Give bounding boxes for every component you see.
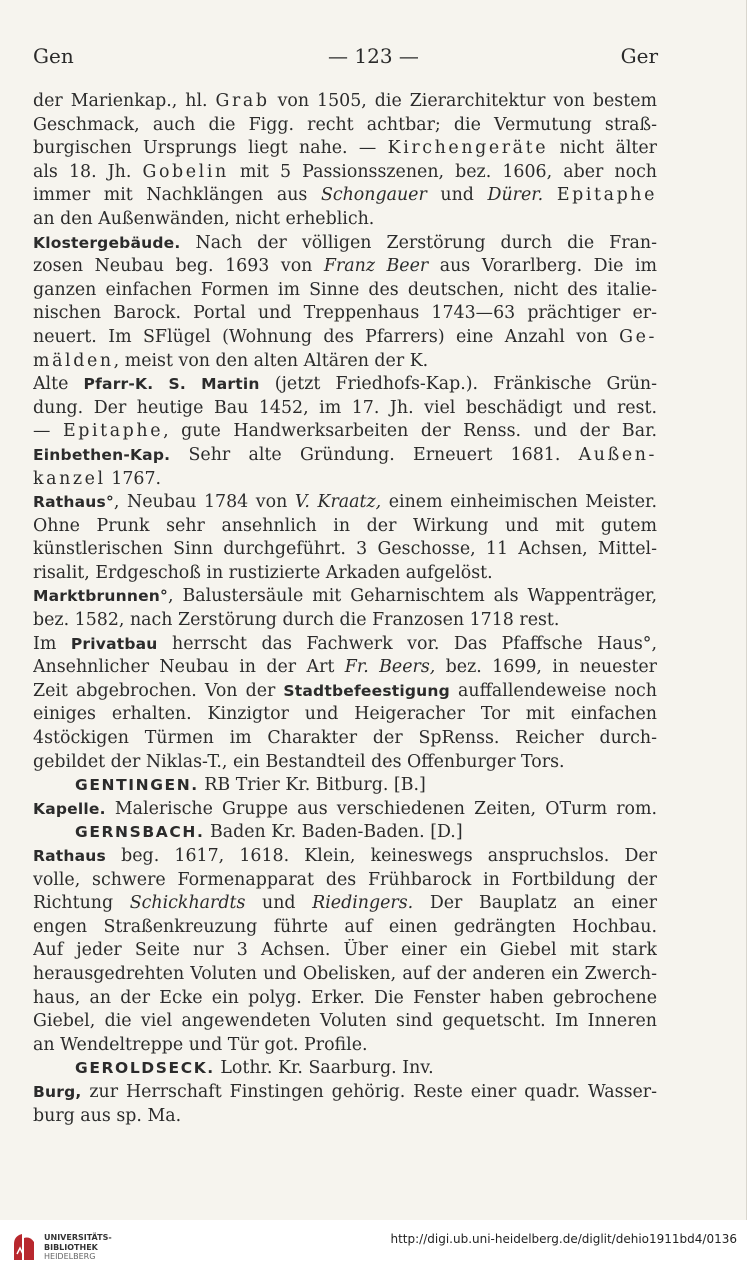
text-run: Der Bauplatz an einer	[413, 893, 657, 914]
spaced-run: Grab	[215, 91, 270, 111]
page-footer	[0, 1220, 747, 1276]
bold-run: Rathaus	[33, 847, 106, 865]
text-line	[33, 774, 657, 798]
text-line	[33, 633, 657, 657]
place-heading: GENTINGEN.	[75, 776, 199, 795]
text-run: 1767.	[105, 468, 162, 489]
text-run: und	[245, 893, 313, 914]
bold-run: Burg,	[33, 1082, 82, 1101]
bold-run: Stadtbefeestigung	[283, 681, 450, 700]
text-line	[33, 821, 657, 845]
text-line	[33, 916, 657, 940]
text-line	[33, 468, 657, 492]
text-run: an den Außenwänden, nicht erheblich.	[33, 208, 375, 229]
text-run: nischen Barock. Portal und Treppenhaus 1743—63 prächtiger er-	[33, 303, 657, 324]
library-line-3: HEIDELBERG	[44, 1252, 96, 1261]
text-run: risalit, Erdgeschoß in rustizierte Arkaden aufgelöst.	[33, 562, 493, 583]
text-line	[33, 491, 657, 515]
text-run: als 18. Jh.	[33, 161, 143, 182]
italic-run: V. Kraatz,	[294, 492, 382, 513]
italic-run: Franz Beer	[323, 256, 429, 277]
text-line	[33, 397, 657, 421]
text-run: ganzen einfachen Formen im Sinne des deutschen, nicht des italie-	[33, 279, 657, 300]
text-line	[33, 373, 657, 397]
source-url-link[interactable]: http://digi.ub.uni-heidelberg.de/diglit/dehio1911bd4/0136	[390, 1232, 737, 1246]
text-run: bez. 1699, in neuester	[435, 657, 657, 678]
text-run: Giebel, die viel angewendeten Voluten sind gequetscht. Im Inneren	[33, 1011, 657, 1032]
text-run: —	[33, 421, 63, 442]
text-run: Lothr. Kr. Saarburg. Inv.	[214, 1058, 434, 1079]
text-line	[33, 255, 657, 279]
text-run: Im	[33, 633, 71, 654]
text-run: und	[426, 185, 488, 206]
text-run: 4stöckigen Türmen im Charakter der SpRenss. Reicher durch-	[33, 728, 657, 749]
text-line	[33, 562, 657, 586]
text-line	[33, 444, 657, 468]
text-run: herausgedrehten Voluten und Obelisken, auf der anderen ein Zwerch-	[33, 963, 657, 984]
place-heading: GERNSBACH.	[75, 823, 205, 842]
text-line	[33, 1034, 657, 1058]
text-run: gebildet der Niklas-T., ein Bestandteil des Offenburger Tors.	[33, 751, 565, 772]
text-line	[33, 515, 657, 539]
text-line	[33, 798, 657, 822]
text-line	[33, 1057, 657, 1081]
text-line	[33, 538, 657, 562]
text-run: volle, schwere Formenapparat des Frühbarock in Fortbildung der	[33, 869, 657, 890]
text-run: burg aus sp. Ma.	[33, 1105, 182, 1126]
text-run: Baden Kr. Baden-Baden. [D.]	[204, 822, 463, 843]
text-line	[33, 869, 657, 893]
place-heading: GEROLDSECK.	[75, 1059, 215, 1078]
bold-run: Einbethen-Kap.	[33, 445, 171, 464]
text-run: Alte	[33, 374, 84, 395]
italic-run: Schickhardts	[129, 893, 246, 914]
text-line	[33, 727, 657, 751]
text-line	[33, 1105, 657, 1129]
text-run: RB Trier Kr. Bitburg. [B.]	[198, 775, 426, 796]
italic-run: Dürer.	[487, 185, 544, 206]
text-run: künstlerischen Sinn durchgeführt. 3 Geschosse, 11 Achsen, Mittel-	[33, 539, 657, 560]
spaced-run: Ge-	[619, 326, 657, 347]
italic-run: Riedingers.	[312, 893, 414, 914]
text-run: , gute Handwerksarbeiten der Renss. und der Bar.	[163, 421, 657, 442]
text-run: Geschmack, auch die Figg. recht achtbar; die Vermutung straß-	[33, 114, 657, 135]
text-line	[33, 680, 657, 704]
text-line	[33, 703, 657, 727]
running-head-left: Gen	[33, 44, 74, 68]
text-run: Sehr alte Gründung. Erneuert 1681.	[170, 444, 579, 465]
text-run: bez. 1582, nach Zerstörung durch die Franzosen 1718 rest.	[33, 610, 560, 631]
text-run: engen Straßenkreuzung führte auf einen gedrängten Hochbau.	[33, 916, 657, 937]
text-run: beg. 1617, 1618. Klein, keineswegs anspruchslos. Der	[105, 846, 657, 866]
text-run: mit 5 Passionsszenen, bez. 1606, aber noch	[228, 161, 657, 182]
text-line	[33, 137, 657, 161]
library-logo-icon	[8, 1230, 42, 1264]
text-line	[33, 279, 657, 303]
spaced-run: mälden	[33, 350, 114, 371]
library-line-1: UNIVERSITÄTS-	[44, 1233, 112, 1242]
text-run: , Balustersäule mit Geharnischtem als Wappenträger,	[168, 586, 657, 607]
text-line	[33, 1081, 657, 1105]
text-run: Nach der völligen Zerstörung durch die Fran-	[180, 232, 657, 253]
text-run: zur Herrschaft Finstingen gehörig. Reste einer quadr. Wasser-	[81, 1081, 657, 1102]
text-run: immer mit Nachklängen aus	[33, 185, 321, 206]
text-line	[33, 90, 657, 114]
text-run: (jetzt Friedhofs-Kap.). Fränkische Grün-	[259, 374, 657, 395]
text-run: von 1505, die Zierarchitektur von bestem	[269, 91, 657, 111]
text-line	[33, 232, 657, 256]
spaced-run: Gobelin	[142, 161, 229, 182]
text-run	[543, 185, 557, 205]
text-line	[33, 987, 657, 1011]
text-run: , Neubau 1784 von	[113, 492, 295, 513]
text-run: einem einheimischen Meister.	[381, 492, 657, 513]
text-line	[33, 350, 657, 374]
text-run: einiges erhalten. Kinzigtor und Heigeracher Tor mit einfachen	[33, 704, 657, 725]
spaced-run: Epitaphe	[62, 421, 164, 442]
italic-run: Fr. Beers,	[344, 657, 436, 678]
bold-run: Privatbau	[70, 634, 158, 653]
bold-run: Pfarr-K. S. Martin	[83, 375, 260, 394]
text-line	[33, 184, 657, 208]
text-run: herrscht das Fachwerk vor. Das Pfaffsche Haus°,	[157, 633, 657, 654]
body-text	[33, 90, 657, 1128]
text-run: burgischen Ursprungs liegt nahe. —	[33, 138, 388, 159]
bold-run: Kapelle.	[33, 799, 106, 818]
text-run: Ansehnlicher Neubau in der Art	[33, 657, 345, 678]
bold-run: Klostergebäude.	[33, 233, 181, 252]
text-run: , meist von den alten Altären der K.	[113, 350, 429, 371]
text-line	[33, 1010, 657, 1034]
text-run: zosen Neubau beg. 1693 von	[33, 256, 324, 277]
italic-run: Schongauer	[320, 185, 427, 206]
text-line	[33, 892, 657, 916]
library-line-2: BIBLIOTHEK	[44, 1242, 98, 1252]
text-line	[33, 656, 657, 680]
text-run: Ohne Prunk sehr ansehnlich in der Wirkung und mit gutem	[33, 515, 657, 536]
text-line	[33, 114, 657, 138]
spaced-run: Epitaphe	[556, 185, 657, 206]
text-run: aus Vorarlberg. Die im	[428, 256, 657, 277]
page-number: — 123 —	[328, 44, 419, 68]
text-run: dung. Der heutige Bau 1452, im 17. Jh. viel beschädigt und rest.	[33, 397, 657, 418]
text-run: Zeit abgebrochen. Von der	[33, 680, 284, 701]
text-run: der Marienkap., hl.	[33, 91, 216, 111]
bold-run: Rathaus°	[33, 493, 114, 512]
text-run: Malerische Gruppe aus verschiedenen Zeiten, OTurm rom.	[105, 798, 657, 819]
text-run: nicht älter	[548, 138, 657, 159]
spaced-run: Außen-	[578, 444, 657, 465]
spaced-run: Kirchengeräte	[387, 138, 549, 159]
text-run: Richtung	[33, 893, 130, 914]
text-line	[33, 420, 657, 444]
text-line	[33, 939, 657, 963]
text-line	[33, 326, 657, 350]
running-head-right: Ger	[620, 44, 658, 68]
text-line	[33, 161, 657, 185]
text-run: Auf jeder Seite nur 3 Achsen. Über einer ein Giebel mit stark	[33, 940, 657, 961]
text-run: haus, an der Ecke ein polyg. Erker. Die Fenster haben gebrochene	[33, 987, 657, 1008]
text-run: an Wendeltreppe und Tür got. Profile.	[33, 1034, 368, 1055]
text-line	[33, 585, 657, 609]
text-run: auffallendeweise noch	[449, 680, 657, 701]
bold-run: Marktbrunnen°	[33, 587, 168, 606]
spaced-run: kanzel	[33, 468, 106, 489]
text-line	[33, 963, 657, 987]
text-line	[33, 208, 657, 232]
text-line	[33, 845, 657, 869]
text-run: neuert. Im SFlügel (Wohnung des Pfarrers) eine Anzahl von	[33, 326, 620, 347]
text-line	[33, 302, 657, 326]
text-line	[33, 751, 657, 775]
library-name	[44, 1233, 112, 1262]
text-line	[33, 609, 657, 633]
